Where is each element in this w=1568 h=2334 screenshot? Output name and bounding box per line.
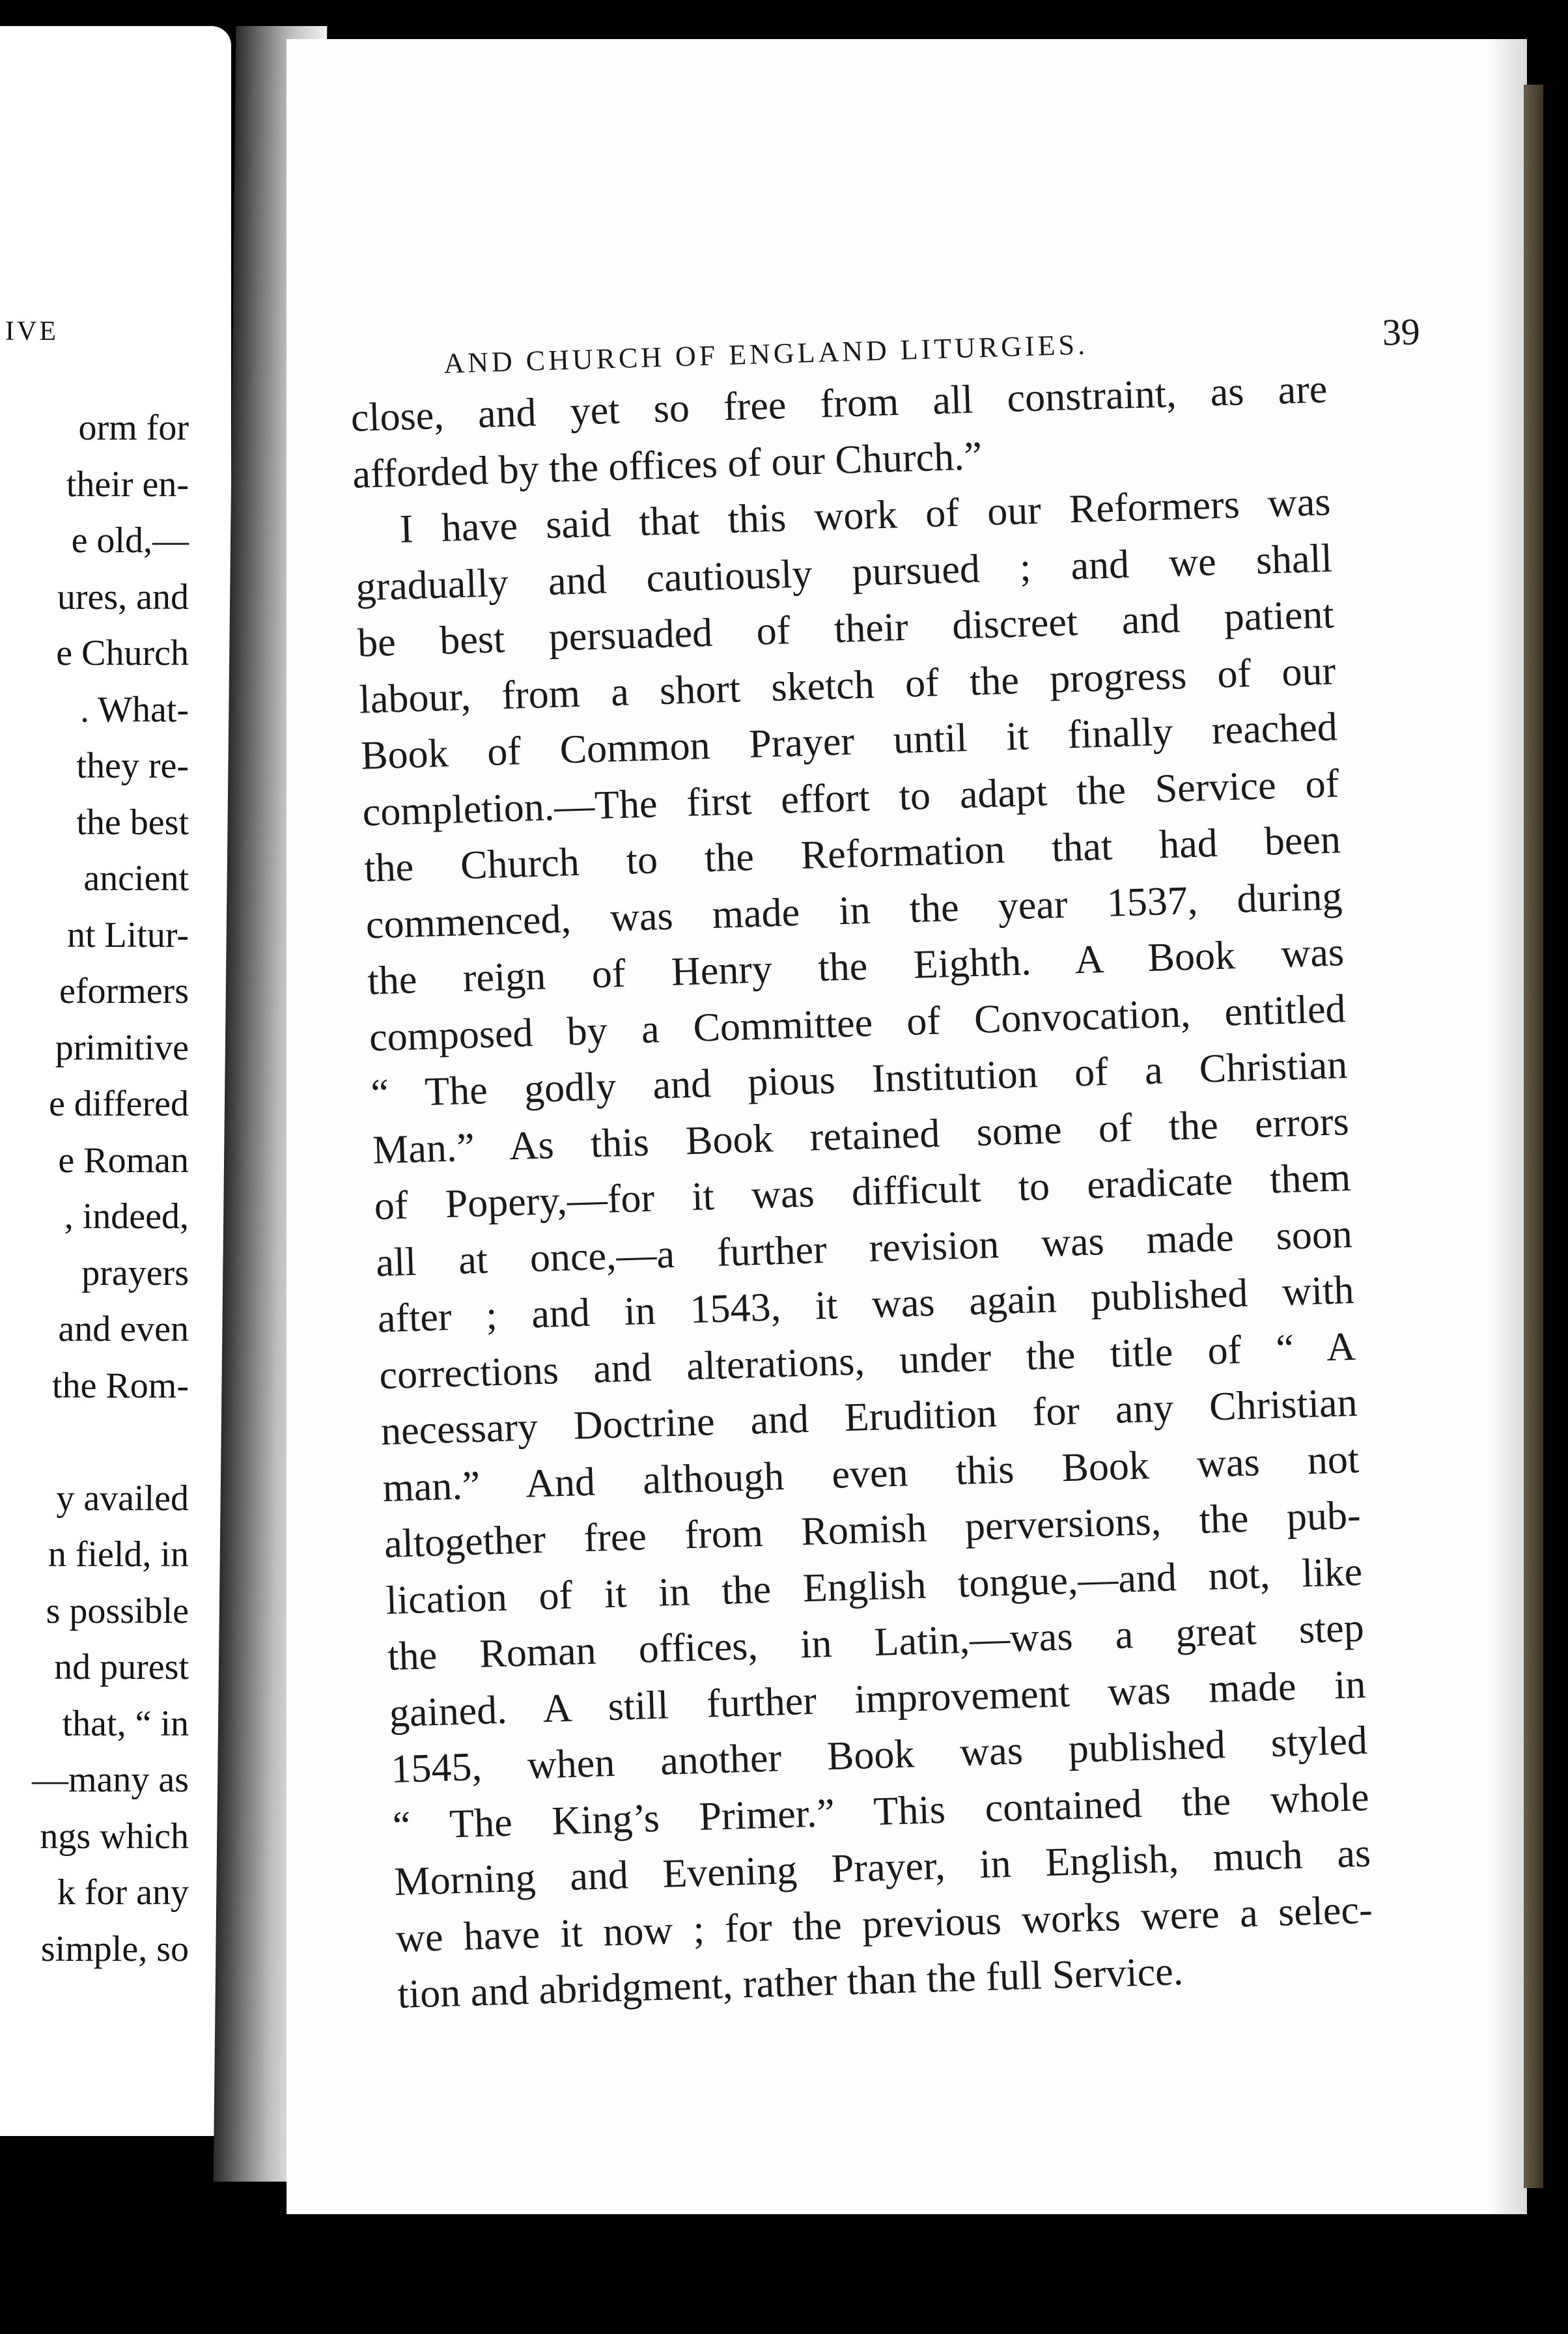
left-text-line: that, “ in [62, 1703, 189, 1744]
left-text-line: simple, so [40, 1928, 189, 1969]
right-page [287, 39, 1527, 2214]
running-title: AND CHURCH OF ENGLAND LITURGIES. [443, 328, 1089, 380]
body-text-line: of Popery,—for it was difficult to eradicate them [373, 1155, 1352, 1229]
body-text-line: close, and yet so free from all constraint, as are [350, 367, 1328, 440]
body-text-line: altogether free from Romish perversions, the pub- [384, 1493, 1362, 1567]
body-text-line: Book of Common Prayer until it finally reached [360, 705, 1338, 778]
left-text-line: they re- [76, 746, 189, 786]
body-text [350, 359, 1453, 2023]
body-text-line: be best persuaded of their discreet and patient [357, 592, 1335, 666]
left-text-line: e differed [48, 1084, 189, 1124]
left-text-line: y availed [56, 1478, 189, 1519]
page-number: 39 [1381, 310, 1421, 354]
left-text-line: e old,— [71, 520, 189, 561]
left-text-line: , indeed, [64, 1196, 189, 1237]
left-text-line: n field, in [48, 1534, 189, 1575]
body-text-line: afforded by the offices of our Church.” [352, 433, 983, 497]
body-text-line: after ; and in 1543, it was again published with [376, 1267, 1355, 1342]
body-text-line: “ The godly and pious Institution of a Christian [370, 1043, 1348, 1116]
left-text-line: eformers [59, 971, 189, 1011]
left-text-line: ures, and [57, 576, 189, 617]
left-text-line: —many as [31, 1760, 189, 1800]
page-text-block [348, 310, 1453, 2023]
left-running-head: IVE [5, 316, 59, 346]
body-text-line: 1545, when another Book was published styled [390, 1718, 1368, 1792]
body-text-line: the reign of Henry the Eighth. A Book was [367, 930, 1345, 1004]
left-text-line: e Church [56, 633, 189, 673]
body-text-line: Morning and Evening Prayer, in English, much as [393, 1831, 1371, 1904]
body-text-line: necessary Doctrine and Erudition for any Christian [380, 1380, 1358, 1454]
left-text-line: their en- [66, 464, 189, 505]
left-text-line: ngs which [40, 1816, 189, 1857]
left-text-line: the Rom- [52, 1365, 189, 1406]
left-text-line: s possible [46, 1590, 189, 1631]
body-text-line: gradually and cautiously pursued ; and we shall [355, 535, 1333, 610]
body-text-line: completion.—The first effort to adapt the Service of [361, 761, 1340, 835]
body-text-line: composed by a Committee of Convocation, entitled [369, 986, 1347, 1060]
left-page [0, 26, 231, 2136]
body-text-line: corrections and alterations, under the title of “ A [378, 1324, 1356, 1398]
body-text-line: lication of it in the English tongue,—and not, like [385, 1549, 1364, 1623]
body-text-line: man.” And although even this Book was not [382, 1437, 1360, 1510]
body-text-line: the Church to the Reformation that had been [363, 817, 1341, 891]
body-text-line: gained. A still further improvement was made in [388, 1662, 1367, 1736]
left-text-line: k for any [57, 1872, 189, 1913]
body-text-line: the Roman offices, in Latin,—was a great step [387, 1605, 1365, 1680]
body-text-line: labour, from a short sketch of the progress of our [358, 648, 1337, 722]
left-text-line: . What- [80, 689, 189, 730]
left-text-line: prayers [81, 1252, 189, 1293]
left-text-line: the best [76, 802, 189, 843]
left-text-line: primitive [55, 1027, 189, 1068]
body-text-line: I have said that this work of our Reformers was [399, 479, 1332, 552]
body-text-line: “ The King’s Primer.” This contained the whole [392, 1775, 1370, 1848]
left-text-line: orm for [78, 408, 189, 448]
page-edge [1524, 85, 1543, 2188]
body-text-line: commenced, was made in the year 1537, during [365, 873, 1343, 948]
left-text-line: nd purest [54, 1647, 189, 1687]
left-text-line: e Roman [58, 1140, 189, 1181]
body-text-line: all at once,—a further revision was made soon [375, 1211, 1353, 1285]
left-text-line: nt Litur- [66, 914, 189, 955]
body-text-line: we have it now ; for the previous works were a selec- [395, 1887, 1373, 1961]
body-text-line: tion and abridgment, rather than the full Service. [397, 1949, 1184, 2017]
left-text-line: ancient [83, 858, 189, 899]
left-text-line: and even [58, 1309, 189, 1349]
body-text-line: Man.” As this Book retained some of the errors [372, 1099, 1350, 1172]
